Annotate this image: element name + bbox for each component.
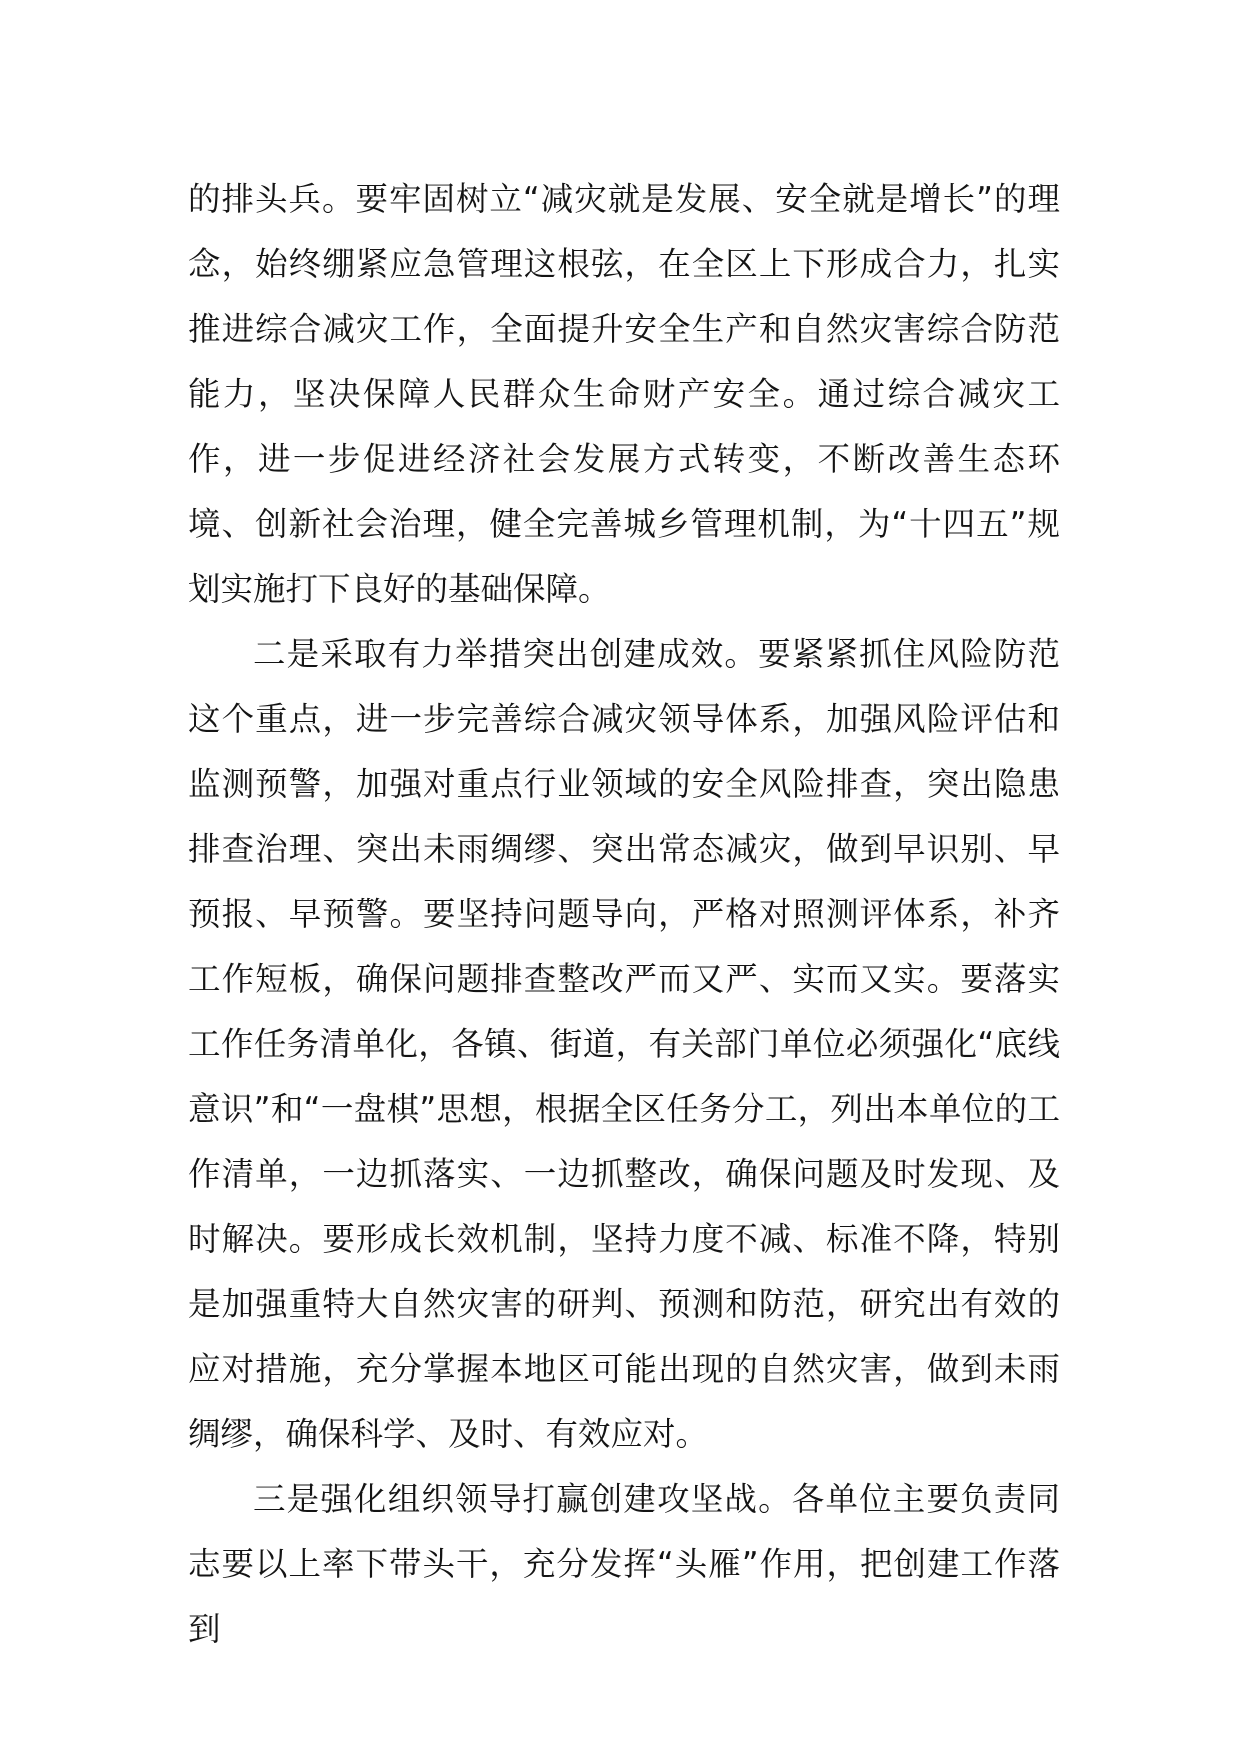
paragraph-continuation: 的排头兵。要牢固树立“减灾就是发展、安全就是增长”的理念，始终绷紧应急管理这根弦，在全区上下形成合力，扎实推进综合减灾工作，全面提升安全生产和自然灾害综合防范能力，坚决保障人民群众生命财产安全。通过综合减灾工作，进一步促进经济社会发展方式转变，不断改善生态环境、创新社会治理，健全完善城乡管理机制，为“十四五”规划实施打下良好的基础保障。 [188,180,1060,608]
paragraph-leadership: 三是强化组织领导打赢创建攻坚战。各单位主要负责同志要以上率下带头干，充分发挥“头雁”作用，把创建工作落到 [188,1480,1060,1648]
body-text [188,167,1060,1662]
paragraph-measures: 二是采取有力举措突出创建成效。要紧紧抓住风险防范这个重点，进一步完善综合减灾领导体系，加强风险评估和监测预警，加强对重点行业领域的安全风险排查，突出隐患排查治理、突出未雨绸缪、突出常态减灾，做到早识别、早预报、早预警。要坚持问题导向，严格对照测评体系，补齐工作短板，确保问题排查整改严而又严、实而又实。要落实工作任务清单化，各镇、街道，有关部门单位必须强化“底线意识”和“一盘棋”思想，根据全区任务分工，列出本单位的工作清单，一边抓落实、一边抓整改，确保问题及时发现、及时解决。要形成长效机制，坚持力度不减、标准不降，特别是加强重特大自然灾害的研判、预测和防范，研究出有效的应对措施，充分掌握本地区可能出现的自然灾害，做到未雨绸缪，确保科学、及时、有效应对。 [188,635,1060,1453]
